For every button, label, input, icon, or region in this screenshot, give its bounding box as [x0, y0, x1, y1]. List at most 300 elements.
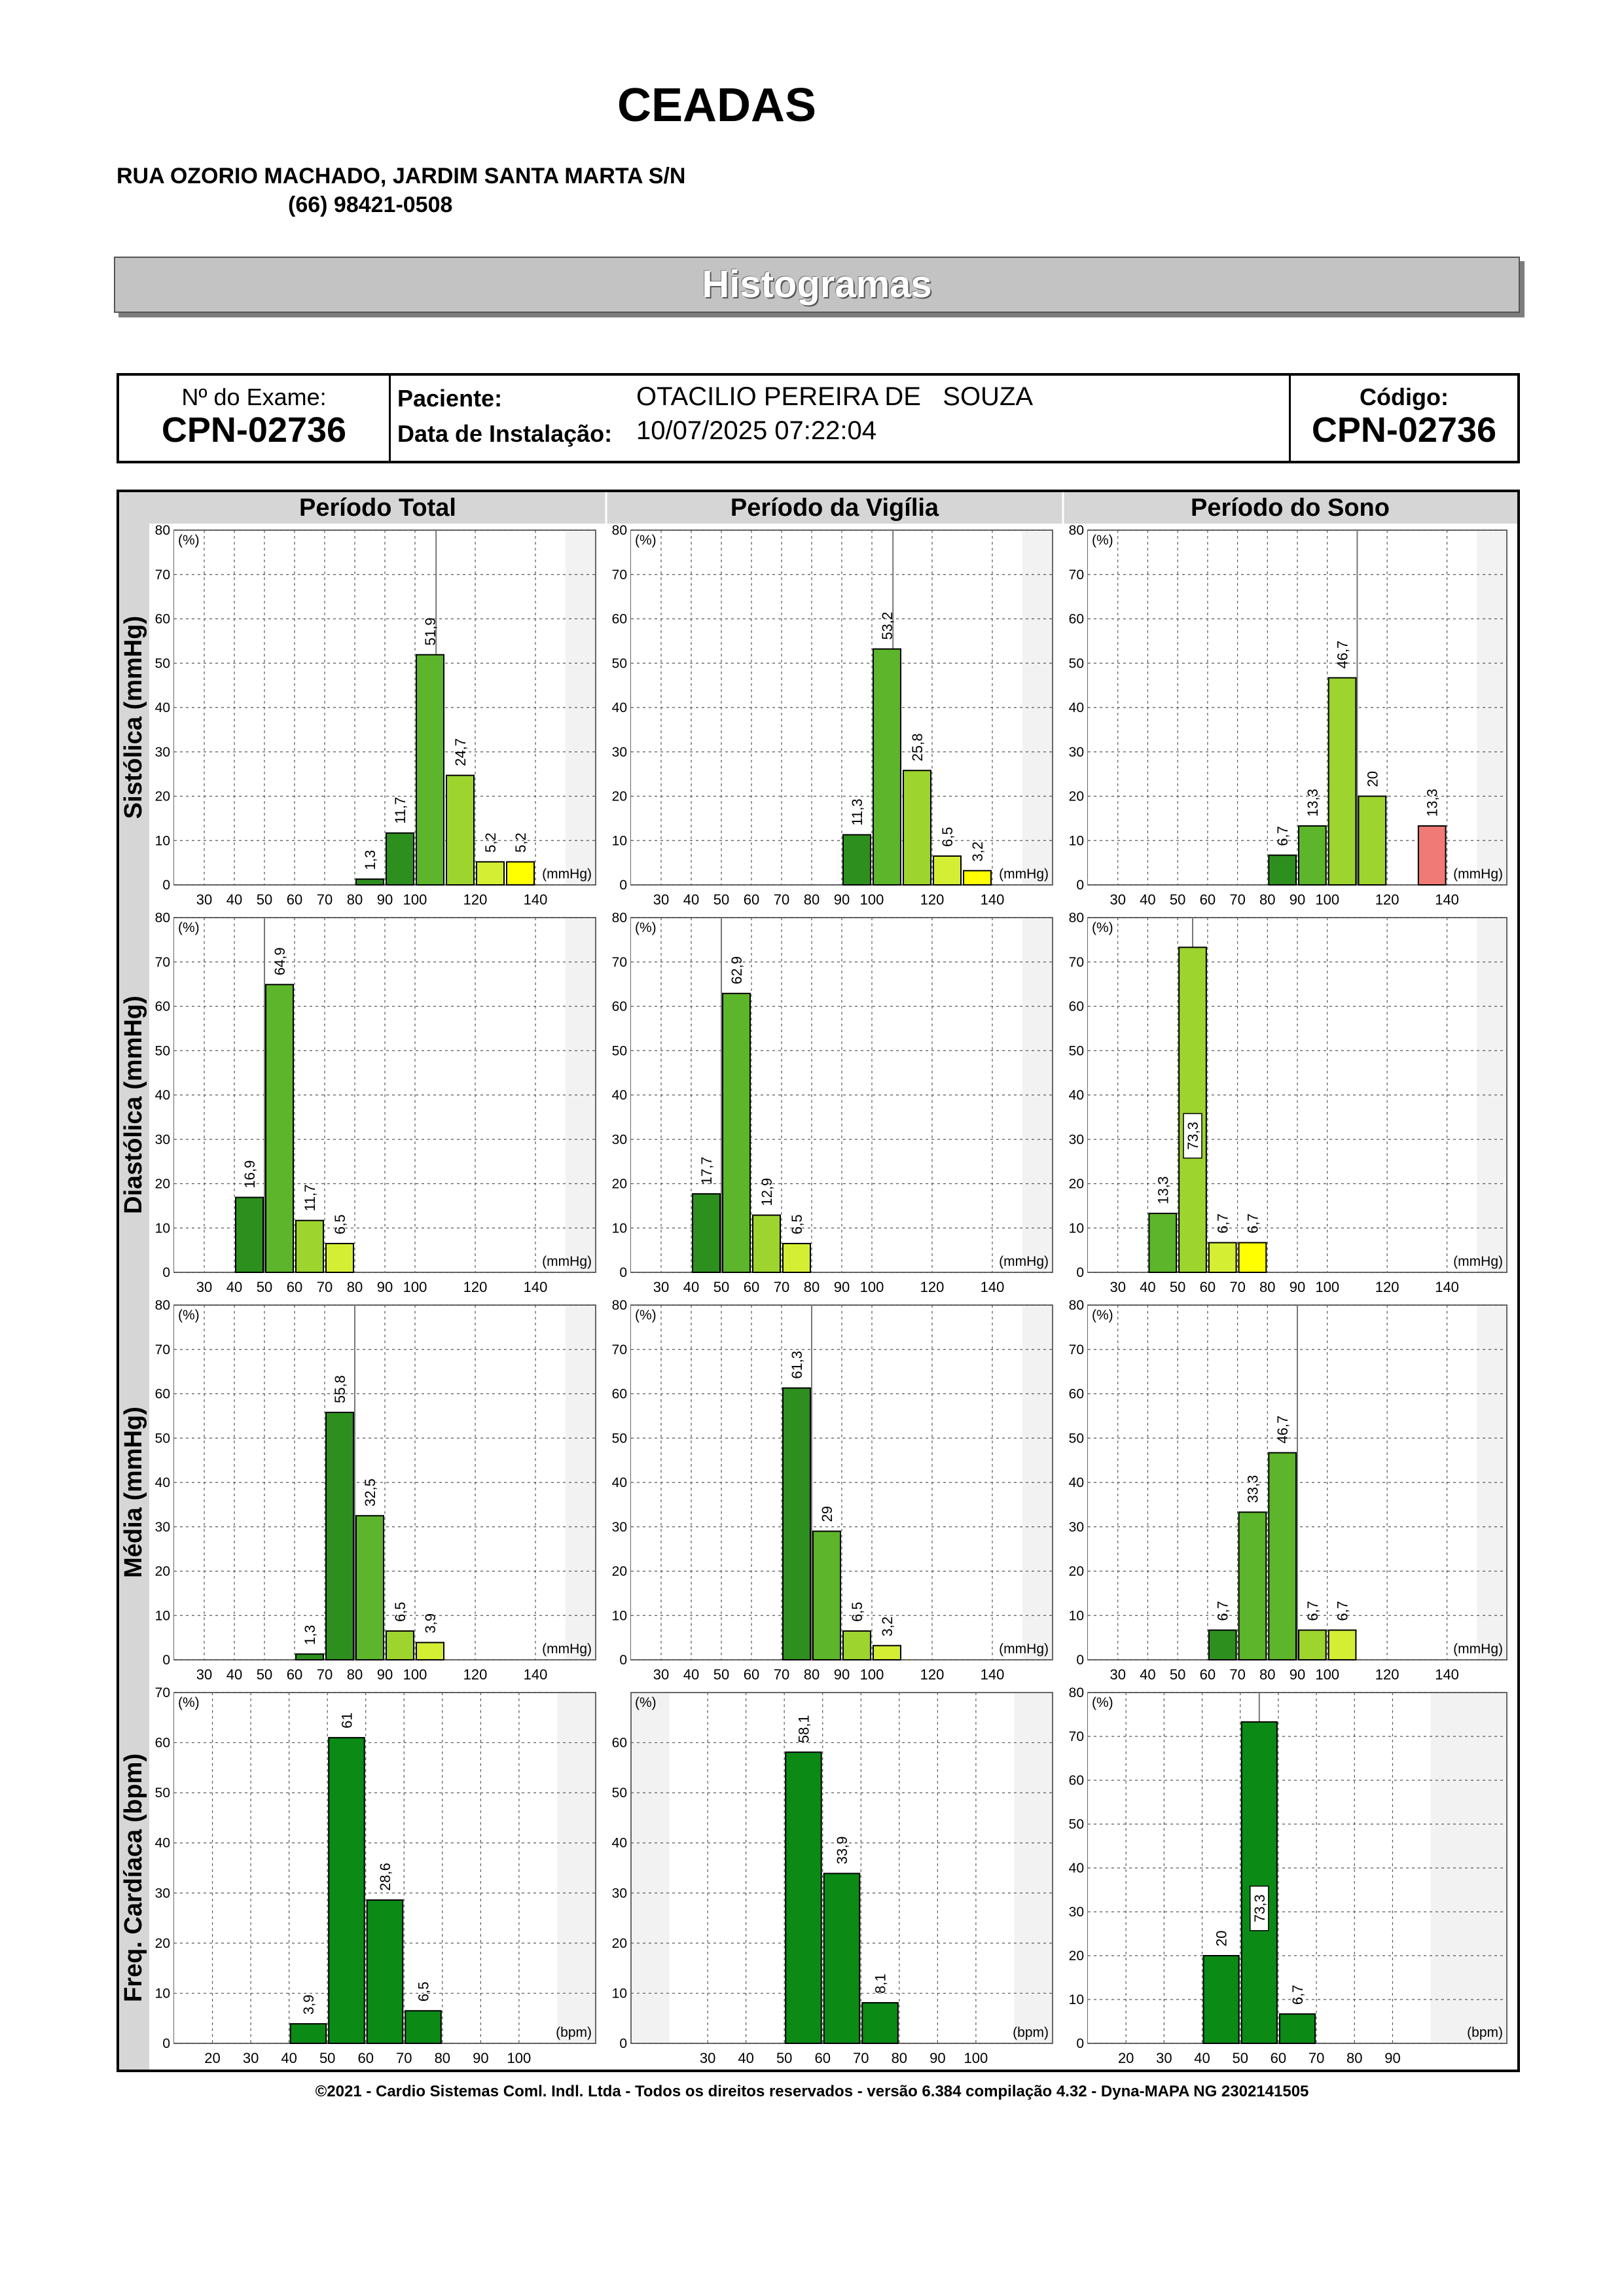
- x-tick-label: 70: [1229, 1666, 1246, 1683]
- y-tick-label: 20: [154, 1176, 170, 1192]
- y-tick-label: 30: [611, 1886, 627, 1901]
- x-axis-unit: (bpm): [1013, 2025, 1049, 2040]
- y-tick-label: 0: [619, 1653, 627, 1668]
- row-title: Sistólica (mmHg): [120, 615, 147, 819]
- x-tick-label: 50: [713, 1666, 730, 1683]
- y-axis-unit: (%): [635, 1695, 657, 1710]
- x-tick-label: 80: [803, 1279, 820, 1295]
- x-tick-label: 60: [286, 1279, 303, 1295]
- histogram-bar: [1179, 947, 1206, 1272]
- organization-address: RUA OZORIO MACHADO, JARDIM SANTA MARTA S/N: [117, 164, 686, 188]
- x-tick-label: 40: [1140, 1666, 1156, 1683]
- x-axis-unit: (bpm): [556, 2025, 592, 2040]
- histogram-bar: [843, 1631, 871, 1660]
- x-tick-label: 100: [403, 1666, 427, 1683]
- bar-value-label: 6,7: [1274, 826, 1291, 846]
- y-axis-unit: (%): [635, 920, 657, 935]
- y-tick-label: 80: [611, 1298, 627, 1313]
- y-tick-label: 0: [162, 1265, 170, 1280]
- y-tick-label: 20: [1068, 1564, 1084, 1579]
- y-tick-label: 30: [611, 1519, 627, 1535]
- x-tick-label: 120: [1375, 1666, 1399, 1683]
- x-tick-label: 60: [1199, 891, 1216, 908]
- histogram-bar: [1209, 1630, 1236, 1660]
- x-tick-label: 60: [1199, 1279, 1216, 1295]
- x-tick-label: 120: [463, 1279, 488, 1295]
- bar-value-label: 20: [1364, 771, 1381, 787]
- y-tick-label: 80: [611, 910, 627, 925]
- x-tick-label: 50: [256, 1666, 273, 1683]
- bar-value-label: 46,7: [1334, 640, 1351, 669]
- y-tick-label: 60: [611, 1386, 627, 1402]
- histogram-panel: [155, 910, 596, 1295]
- histogram-panel: [612, 1298, 1053, 1683]
- y-tick-label: 0: [162, 878, 170, 893]
- y-tick-label: 60: [1068, 1386, 1084, 1402]
- x-tick-label: 140: [523, 1279, 548, 1295]
- x-tick-label: 90: [376, 891, 393, 908]
- x-tick-label: 50: [1232, 2050, 1248, 2066]
- y-tick-label: 40: [154, 1835, 170, 1851]
- y-tick-label: 60: [1068, 999, 1084, 1014]
- x-tick-label: 40: [683, 1666, 700, 1683]
- x-tick-label: 40: [738, 2050, 754, 2066]
- histogram-bar: [356, 879, 384, 885]
- histogram-bar: [862, 2003, 898, 2043]
- x-tick-label: 70: [316, 1279, 333, 1295]
- bar-value-label: 3,2: [879, 1616, 895, 1637]
- histogram-panel: [155, 523, 596, 908]
- histogram-bar: [783, 1388, 810, 1660]
- y-tick-label: 80: [154, 910, 170, 925]
- y-tick-label: 40: [611, 1475, 627, 1490]
- row-title: Média (mmHg): [120, 1407, 147, 1578]
- x-tick-label: 30: [699, 2050, 716, 2066]
- y-tick-label: 10: [154, 1986, 170, 2001]
- bar-value-label: 6,5: [939, 827, 956, 847]
- histogram-bar: [405, 2011, 441, 2043]
- histogram-bar: [1329, 1630, 1356, 1660]
- bar-value-label: 51,9: [422, 617, 439, 646]
- y-tick-label: 30: [154, 1132, 170, 1147]
- histogram-grid: [117, 490, 1520, 2072]
- install-date-value: 10/07/2025 07:22:04: [636, 416, 877, 445]
- x-tick-label: 30: [196, 891, 213, 908]
- x-tick-label: 40: [1140, 891, 1156, 908]
- y-tick-label: 50: [611, 1785, 627, 1801]
- exam-number-label: Nº do Exame:: [181, 384, 327, 410]
- y-tick-label: 80: [1068, 910, 1084, 925]
- y-tick-label: 0: [1076, 878, 1084, 893]
- y-tick-label: 40: [1068, 1088, 1084, 1103]
- x-tick-label: 70: [773, 1666, 790, 1683]
- section-banner: [114, 257, 1520, 313]
- x-tick-label: 80: [434, 2050, 451, 2066]
- x-tick-label: 140: [1435, 1666, 1459, 1683]
- x-tick-label: 30: [1156, 2050, 1172, 2066]
- bar-value-label: 61,3: [789, 1350, 805, 1379]
- y-tick-label: 60: [1068, 611, 1084, 627]
- x-axis-unit: (mmHg): [542, 1254, 592, 1269]
- x-tick-label: 50: [319, 2050, 336, 2066]
- y-tick-label: 0: [619, 2036, 627, 2051]
- y-tick-label: 10: [611, 1221, 627, 1236]
- histogram-svg: [119, 492, 1517, 2070]
- histogram-bar: [785, 1752, 821, 2043]
- y-tick-label: 50: [154, 1431, 170, 1446]
- y-tick-label: 70: [1068, 567, 1084, 583]
- bar-value-label: 6,5: [849, 1602, 865, 1622]
- y-tick-label: 0: [1076, 1265, 1084, 1280]
- bar-value-label: 3,9: [422, 1613, 439, 1634]
- x-tick-label: 50: [713, 1279, 730, 1295]
- histogram-bar: [1239, 1243, 1267, 1272]
- x-tick-label: 60: [743, 1666, 760, 1683]
- bar-value-label: 33,9: [834, 1836, 850, 1865]
- bar-value-label: 13,3: [1155, 1176, 1172, 1204]
- y-tick-label: 40: [611, 1088, 627, 1103]
- histogram-panel: [1069, 523, 1507, 908]
- histogram-bar: [291, 2024, 327, 2043]
- histogram-bar: [1329, 678, 1356, 885]
- y-tick-label: 60: [1068, 1773, 1084, 1788]
- y-tick-label: 70: [154, 954, 170, 970]
- bar-value-label: 29: [819, 1506, 835, 1522]
- code-value: CPN-02736: [1311, 410, 1497, 450]
- x-tick-label: 90: [833, 891, 850, 908]
- y-tick-label: 50: [154, 1043, 170, 1059]
- histogram-bar: [446, 776, 474, 885]
- y-tick-label: 40: [1068, 1475, 1084, 1490]
- patient-label: Paciente:: [397, 385, 503, 412]
- x-tick-label: 50: [776, 2050, 793, 2066]
- bar-value-label: 11,7: [392, 797, 408, 824]
- histogram-bar: [824, 1873, 860, 2043]
- histogram-panel: [1069, 1685, 1507, 2066]
- x-tick-label: 90: [376, 1666, 393, 1683]
- y-tick-label: 10: [1068, 1221, 1084, 1236]
- bar-value-label: 58,1: [795, 1715, 812, 1744]
- histogram-bar: [367, 1900, 403, 2043]
- x-tick-label: 40: [281, 2050, 297, 2066]
- bar-value-label: 1,3: [362, 850, 378, 870]
- bar-value-label: 25,8: [909, 733, 926, 762]
- histogram-bar: [1299, 826, 1326, 885]
- y-tick-label: 20: [611, 1176, 627, 1192]
- x-tick-label: 120: [920, 1666, 945, 1683]
- histogram-panel: [155, 1298, 596, 1683]
- y-tick-label: 80: [154, 1298, 170, 1313]
- x-tick-label: 120: [1375, 1279, 1399, 1295]
- bar-value-label: 6,7: [1304, 1601, 1321, 1621]
- x-tick-label: 40: [226, 1279, 243, 1295]
- y-tick-label: 40: [154, 700, 170, 715]
- histogram-bar: [873, 649, 901, 885]
- y-tick-label: 80: [1068, 1298, 1084, 1313]
- histogram-bar: [1242, 1722, 1277, 2043]
- x-tick-label: 100: [859, 891, 884, 908]
- y-axis-unit: (%): [178, 533, 200, 548]
- y-tick-label: 40: [154, 1088, 170, 1103]
- histogram-bar: [326, 1244, 353, 1272]
- x-tick-label: 80: [1259, 891, 1276, 908]
- y-tick-label: 50: [1068, 1043, 1084, 1059]
- histogram-bar: [723, 994, 750, 1272]
- y-tick-label: 30: [1068, 1905, 1084, 1920]
- y-tick-label: 10: [154, 1221, 170, 1236]
- y-tick-label: 20: [154, 1935, 170, 1951]
- x-tick-label: 100: [403, 1279, 427, 1295]
- y-tick-label: 10: [154, 833, 170, 849]
- y-tick-label: 50: [154, 1785, 170, 1801]
- x-tick-label: 80: [891, 2050, 908, 2066]
- y-tick-label: 60: [154, 999, 170, 1014]
- x-tick-label: 90: [833, 1279, 850, 1295]
- x-tick-label: 140: [980, 1666, 1005, 1683]
- y-tick-label: 10: [1068, 1608, 1084, 1624]
- x-axis-unit: (mmHg): [999, 1254, 1049, 1269]
- y-tick-label: 0: [619, 878, 627, 893]
- y-tick-label: 10: [611, 1986, 627, 2001]
- histogram-bar: [1204, 1956, 1239, 2043]
- y-tick-label: 70: [611, 954, 627, 970]
- x-tick-label: 90: [833, 1666, 850, 1683]
- x-tick-label: 70: [316, 891, 333, 908]
- bar-value-label: 6,7: [1334, 1601, 1351, 1621]
- bar-value-label: 64,9: [272, 947, 288, 976]
- x-tick-label: 20: [204, 2050, 221, 2066]
- y-tick-label: 20: [154, 789, 170, 804]
- x-tick-label: 80: [346, 1279, 363, 1295]
- bar-value-label: 28,6: [377, 1863, 393, 1892]
- x-tick-label: 140: [523, 891, 548, 908]
- y-tick-label: 20: [611, 789, 627, 804]
- histogram-bar: [1149, 1213, 1176, 1272]
- y-tick-label: 70: [154, 1342, 170, 1357]
- x-tick-label: 70: [1308, 2050, 1325, 2066]
- x-tick-label: 60: [743, 891, 760, 908]
- y-tick-label: 20: [1068, 1948, 1084, 1964]
- y-tick-label: 80: [1068, 1685, 1084, 1700]
- x-axis-unit: (mmHg): [1453, 1641, 1503, 1657]
- x-tick-label: 80: [1346, 2050, 1363, 2066]
- histogram-panel: [155, 1685, 596, 2066]
- x-tick-label: 50: [1169, 1279, 1186, 1295]
- bar-value-label: 1,3: [302, 1624, 318, 1645]
- histogram-bar: [416, 1643, 444, 1660]
- y-tick-label: 0: [162, 2036, 170, 2051]
- y-tick-label: 30: [1068, 1519, 1084, 1535]
- histogram-bar: [873, 1645, 901, 1660]
- y-tick-label: 60: [154, 1735, 170, 1751]
- x-tick-label: 100: [1315, 891, 1340, 908]
- x-tick-label: 60: [743, 1279, 760, 1295]
- x-axis-unit: (mmHg): [999, 1641, 1049, 1657]
- x-tick-label: 120: [463, 1666, 488, 1683]
- histogram-bar: [1269, 855, 1296, 885]
- install-date-label: Data de Instalação:: [397, 420, 613, 447]
- code-label: Código:: [1360, 384, 1449, 410]
- x-tick-label: 30: [1110, 1666, 1126, 1683]
- histogram-bar: [843, 834, 871, 885]
- y-tick-label: 80: [154, 523, 170, 538]
- x-axis-unit: (mmHg): [542, 867, 592, 882]
- bar-value-label: 6,5: [415, 1981, 432, 2002]
- x-tick-label: 120: [920, 1279, 945, 1295]
- x-tick-label: 40: [683, 891, 700, 908]
- x-tick-label: 140: [523, 1666, 548, 1683]
- bar-value-label: 6,5: [332, 1214, 348, 1234]
- x-tick-label: 30: [653, 1666, 670, 1683]
- histogram-bar: [753, 1215, 780, 1272]
- y-tick-label: 10: [611, 833, 627, 849]
- y-tick-label: 40: [1068, 700, 1084, 715]
- y-tick-label: 70: [611, 1342, 627, 1357]
- x-tick-label: 40: [1194, 2050, 1210, 2066]
- x-tick-label: 30: [242, 2050, 259, 2066]
- bar-value-label: 73,3: [1251, 1894, 1268, 1923]
- x-tick-label: 140: [980, 891, 1005, 908]
- bar-value-label: 6,7: [1290, 1984, 1306, 2005]
- y-tick-label: 50: [1068, 656, 1084, 672]
- histogram-bar: [356, 1516, 384, 1660]
- x-axis-unit: (mmHg): [1453, 1254, 1503, 1269]
- y-axis-unit: (%): [1092, 920, 1113, 935]
- bar-value-label: 73,3: [1185, 1122, 1201, 1150]
- y-tick-label: 20: [1068, 1176, 1084, 1192]
- y-tick-label: 60: [154, 611, 170, 627]
- x-tick-label: 90: [1384, 2050, 1401, 2066]
- x-tick-label: 100: [403, 891, 427, 908]
- y-axis-unit: (%): [178, 920, 200, 935]
- histogram-bar: [416, 655, 444, 885]
- bar-value-label: 8,1: [872, 1973, 889, 1994]
- histogram-bar: [1209, 1243, 1236, 1272]
- x-axis-unit: (mmHg): [1453, 867, 1503, 882]
- bar-value-label: 24,7: [452, 738, 469, 766]
- x-tick-label: 80: [346, 1666, 363, 1683]
- x-tick-label: 100: [507, 2050, 532, 2066]
- histogram-bar: [296, 1654, 323, 1660]
- y-axis-unit: (%): [1092, 1695, 1113, 1710]
- histogram-panel: [612, 523, 1053, 908]
- histogram-bar: [813, 1532, 840, 1660]
- x-tick-label: 90: [376, 1279, 393, 1295]
- y-tick-label: 70: [1068, 1342, 1084, 1357]
- x-tick-label: 120: [1375, 891, 1399, 908]
- bar-value-label: 55,8: [332, 1375, 348, 1403]
- y-tick-label: 10: [1068, 833, 1084, 849]
- section-banner-title: Histogramas: [702, 263, 932, 306]
- y-axis-unit: (%): [635, 533, 657, 548]
- y-tick-label: 80: [611, 523, 627, 538]
- patient-cell: [391, 376, 1291, 461]
- x-tick-label: 30: [653, 1279, 670, 1295]
- histogram-bar: [477, 862, 504, 885]
- x-tick-label: 90: [1289, 1666, 1306, 1683]
- bar-value-label: 46,7: [1274, 1415, 1291, 1444]
- x-tick-label: 40: [1140, 1279, 1156, 1295]
- x-tick-label: 120: [463, 891, 488, 908]
- y-tick-label: 40: [1068, 1861, 1084, 1876]
- x-tick-label: 100: [859, 1666, 884, 1683]
- bar-value-label: 53,2: [879, 611, 895, 640]
- x-axis-unit: (bpm): [1467, 2025, 1503, 2040]
- x-tick-label: 40: [226, 891, 243, 908]
- x-tick-label: 100: [859, 1279, 884, 1295]
- x-tick-label: 90: [929, 2050, 946, 2066]
- histogram-bar: [1239, 1512, 1267, 1660]
- x-tick-label: 60: [286, 891, 303, 908]
- y-tick-label: 0: [1076, 1653, 1084, 1668]
- bar-value-label: 33,3: [1244, 1475, 1261, 1503]
- x-tick-label: 100: [1315, 1279, 1340, 1295]
- column-title: Período Total: [299, 494, 456, 522]
- bar-value-label: 61: [338, 1712, 355, 1729]
- y-tick-label: 60: [611, 999, 627, 1014]
- histogram-bar: [386, 833, 414, 885]
- x-tick-label: 80: [803, 1666, 820, 1683]
- exam-number-value: CPN-02736: [161, 410, 347, 450]
- x-tick-label: 100: [1315, 1666, 1340, 1683]
- column-title: Período do Sono: [1191, 494, 1390, 522]
- bar-value-label: 6,7: [1214, 1601, 1231, 1621]
- bar-value-label: 20: [1213, 1930, 1230, 1946]
- x-tick-label: 30: [1110, 1279, 1126, 1295]
- x-tick-label: 30: [1110, 891, 1126, 908]
- x-axis-unit: (mmHg): [542, 1641, 592, 1657]
- x-tick-label: 100: [964, 2050, 988, 2066]
- x-tick-label: 70: [1229, 1279, 1246, 1295]
- histogram-bar: [236, 1198, 263, 1272]
- bar-value-label: 6,5: [392, 1602, 408, 1622]
- y-tick-label: 50: [611, 656, 627, 672]
- y-tick-label: 10: [1068, 1992, 1084, 2007]
- y-tick-label: 20: [154, 1564, 170, 1579]
- bar-value-label: 16,9: [242, 1160, 258, 1189]
- x-tick-label: 30: [196, 1279, 213, 1295]
- y-tick-label: 0: [162, 1653, 170, 1668]
- x-tick-label: 70: [316, 1666, 333, 1683]
- x-tick-label: 70: [1229, 891, 1246, 908]
- bar-value-label: 6,5: [789, 1214, 805, 1234]
- y-axis-unit: (%): [635, 1308, 657, 1323]
- bar-value-label: 6,7: [1214, 1213, 1231, 1234]
- x-tick-label: 50: [713, 891, 730, 908]
- y-tick-label: 0: [1076, 2036, 1084, 2051]
- histogram-panel: [1069, 1298, 1507, 1683]
- histogram-bar: [1299, 1630, 1326, 1660]
- y-tick-label: 50: [611, 1043, 627, 1059]
- x-tick-label: 40: [683, 1279, 700, 1295]
- x-tick-label: 80: [1259, 1666, 1276, 1683]
- bar-value-label: 3,2: [969, 841, 986, 862]
- exam-number-cell: [119, 376, 391, 461]
- y-tick-label: 60: [154, 1386, 170, 1402]
- column-title: Período da Vigília: [730, 494, 939, 522]
- y-tick-label: 50: [1068, 1431, 1084, 1446]
- histogram-panel: [612, 1693, 1053, 2066]
- x-tick-label: 140: [1435, 891, 1459, 908]
- histogram-panel: [612, 910, 1053, 1295]
- x-tick-label: 80: [1259, 1279, 1276, 1295]
- x-tick-label: 90: [1289, 1279, 1306, 1295]
- histogram-bar: [1269, 1453, 1296, 1660]
- y-tick-label: 70: [1068, 954, 1084, 970]
- x-tick-label: 60: [1199, 1666, 1216, 1683]
- y-tick-label: 50: [154, 656, 170, 672]
- organization-phone: (66) 98421-0508: [288, 192, 453, 217]
